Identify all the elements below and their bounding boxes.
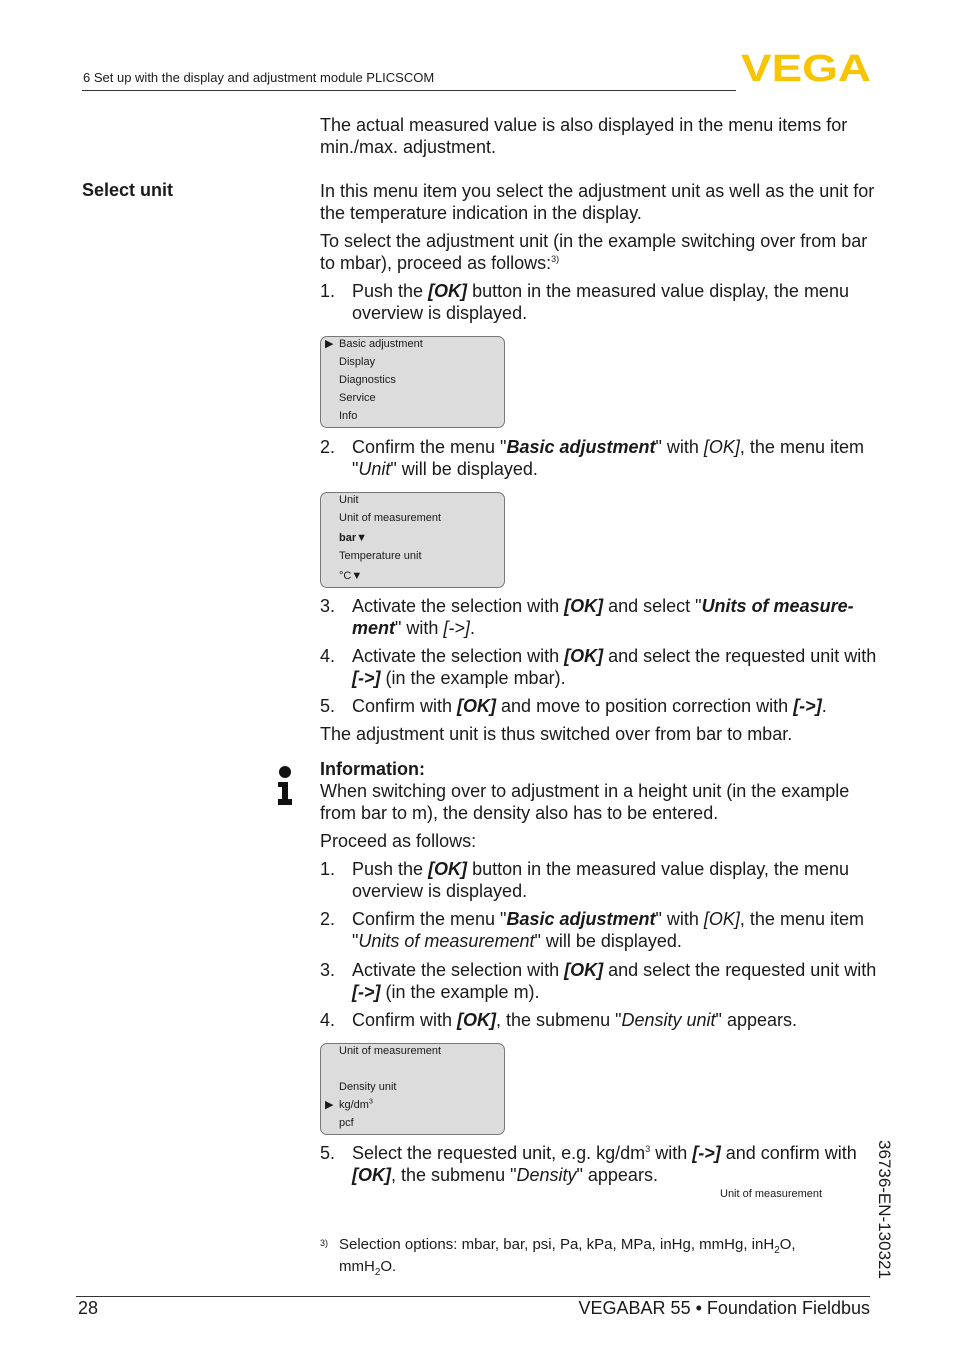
select-unit-summary: The adjustment unit is thus switched over from bar to mbar.	[320, 724, 793, 744]
list-item: 1. Push the [OK] button in the measured value display, the menu overview is displayed.	[320, 859, 849, 901]
menu-item-service: Service	[339, 392, 376, 404]
screen-caption: Unit of measurement	[720, 1188, 823, 1200]
list-item: 4. Activate the selection with [OK] and select the requested unit with [->] (in the example mbar).	[320, 646, 877, 688]
label-unit-of-measurement: Unit of measurement	[339, 512, 442, 524]
label-density-unit: Density unit	[339, 1081, 397, 1093]
select-unit-paragraph-2: To select the adjustment unit (in the example switching over from bar to mbar), proceed as follows:$^{3)}$	[320, 231, 868, 273]
running-header: 6 Set up with the display and adjustment module PLICSCOM	[83, 70, 435, 85]
intro-paragraph: The actual measured value is also displayed in the menu items for min./max. adjustment.	[320, 115, 848, 157]
vega-logo	[741, 50, 873, 84]
section-heading-select-unit: Select unit	[82, 180, 174, 200]
menu-item-display: Display	[339, 356, 376, 368]
list-item: 3. Activate the selection with [OK] and select "Units of measure-ment" with [->].	[320, 596, 854, 638]
list-item: 3. Activate the selection with [OK] and select the requested unit with [->] (in the example m).	[320, 960, 877, 1002]
list-item: 2. Confirm the menu "Basic adjustment" with [OK], the menu item "Unit" will be displayed.	[320, 437, 864, 479]
option-kg-dm3: $kg/dm^3$	[339, 1098, 373, 1111]
value-celsius: °C▼	[339, 570, 363, 582]
screen-title-unit: Unit	[339, 494, 359, 506]
info-proceed: Proceed as follows:	[320, 831, 477, 851]
info-icon	[276, 766, 294, 806]
chevron-down-icon: ▼	[356, 532, 368, 544]
display-screen-menu-overview	[320, 336, 505, 428]
header-rule	[82, 90, 736, 91]
display-screen-density-unit	[320, 1043, 505, 1135]
chevron-down-icon: ▼	[351, 570, 363, 582]
menu-item-basic-adjustment: Basic adjustment	[339, 338, 423, 350]
footer-rule	[76, 1296, 870, 1297]
select-unit-paragraph-1: In this menu item you select the adjustment unit as well as the unit for the temperature indication in the display.	[320, 181, 875, 223]
list-item: 1. Push the [OK] button in the measured value display, the menu overview is displayed.	[320, 281, 849, 323]
list-item: 2. Confirm the menu "Basic adjustment" with [OK], the menu item "Units of measurement" will be displayed.	[320, 909, 864, 951]
list-item: 5. Select the requested unit, e.g. $kg/dm^3$ with [->] and confirm with [OK], the submenu "Density" appears.	[320, 1143, 857, 1185]
selection-arrow-icon: ▶	[325, 1099, 334, 1111]
svg-text:VEGA: VEGA	[741, 50, 871, 84]
menu-item-info: Info	[339, 410, 358, 422]
info-title: Information:	[320, 759, 425, 779]
screen-title-unit-of-measurement: Unit of measurement	[339, 1045, 442, 1057]
list-item: 5. Confirm with [OK] and move to position correction with [->].	[320, 696, 827, 716]
label-temperature-unit: Temperature unit	[339, 550, 422, 562]
display-screen-unit	[320, 492, 505, 588]
page-number: 28	[78, 1298, 99, 1318]
selection-arrow-icon: ▶	[325, 338, 334, 350]
document-code: 36736-EN-130321	[875, 1140, 894, 1279]
option-pcf: pcf	[339, 1117, 354, 1129]
list-item: 4. Confirm with [OK], the submenu "Density unit" appears.	[320, 1010, 797, 1030]
menu-item-diagnostics: Diagnostics	[339, 374, 396, 386]
value-bar: bar▼	[339, 532, 368, 544]
footnote: 3) Selection options: mbar, bar, psi, Pa, kPa, MPa, inHg, mmHg, inH$_2$O, mmH$_2$O.	[320, 1236, 796, 1278]
footer-title: VEGABAR 55 • Foundation Fieldbus	[578, 1298, 870, 1318]
info-text: When switching over to adjustment in a height unit (in the example from bar to m), the density also has to be entered.	[320, 781, 850, 823]
